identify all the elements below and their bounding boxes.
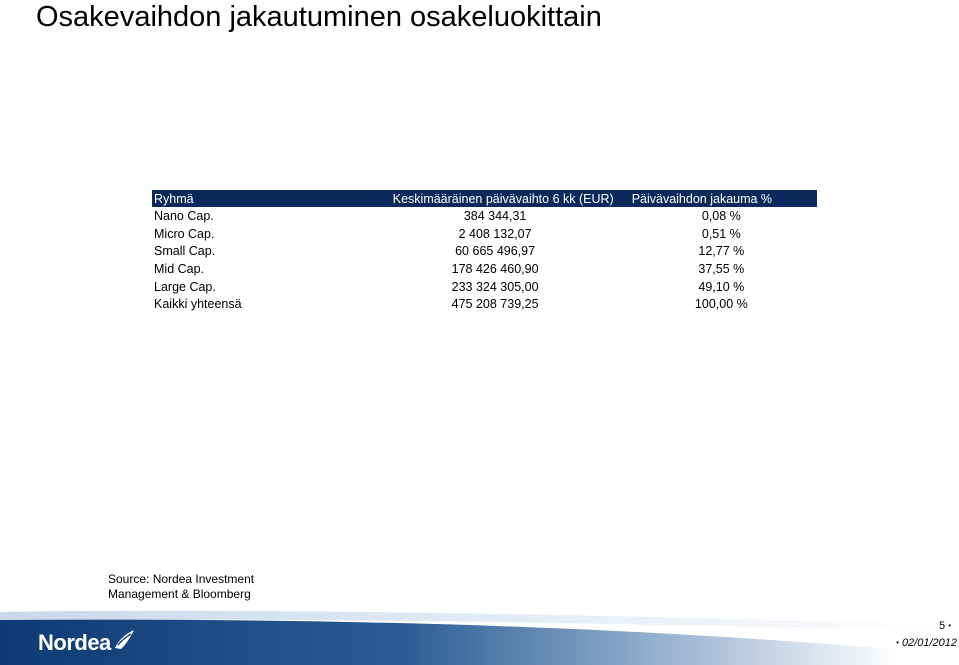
- column-header-group: Ryhmä: [152, 190, 307, 207]
- avg-turnover-cell: 2 408 132,07: [458, 226, 532, 241]
- table-header-row: [152, 190, 817, 207]
- group-cell: Kaikki yhteensä: [154, 297, 242, 312]
- group-cell: Small Cap.: [154, 244, 216, 259]
- avg-turnover-cell: 60 665 496,97: [455, 244, 536, 259]
- footer-wave-graphic: [0, 610, 959, 665]
- sail-icon: [113, 628, 135, 650]
- table-row: [152, 225, 817, 243]
- table-row-total: [152, 295, 817, 313]
- group-cell: Mid Cap.: [154, 261, 205, 276]
- group-cell: Micro Cap.: [154, 226, 215, 241]
- distribution-cell: 37,55 %: [698, 261, 745, 276]
- avg-turnover-cell: 178 426 460,90: [451, 261, 539, 276]
- avg-turnover-cell: 384 344,31: [463, 208, 527, 223]
- page-title: Osakevaihdon jakautuminen osakeluokittain: [36, 1, 602, 33]
- source-line: Management & Bloomberg: [108, 587, 251, 601]
- table-row: [152, 278, 817, 296]
- group-cell: Large Cap.: [154, 279, 216, 294]
- column-header-distribution: Päivävaihdon jakauma %: [626, 190, 817, 207]
- bullet-icon: •: [948, 621, 951, 630]
- nordea-logo: [38, 628, 135, 654]
- column-header-avg-turnover: Keskimääräinen päivävaihto 6 kk (EUR): [307, 190, 626, 207]
- page-number: 5 •: [939, 620, 951, 632]
- avg-turnover-cell: 233 324 305,00: [451, 279, 539, 294]
- distribution-cell: 49,10 %: [698, 279, 745, 294]
- distribution-cell: 0,08 %: [701, 208, 741, 223]
- avg-turnover-cell: 475 208 739,25: [451, 297, 539, 312]
- table-row: [152, 260, 817, 278]
- source-note: [108, 572, 254, 602]
- table-row: [152, 207, 817, 225]
- distribution-cell: 100,00 %: [694, 297, 748, 312]
- bullet-icon: •: [896, 638, 899, 647]
- turnover-table: [152, 190, 817, 313]
- logo-text: Nordea: [38, 630, 111, 655]
- table-row: [152, 242, 817, 260]
- distribution-cell: 12,77 %: [698, 244, 745, 259]
- distribution-cell: 0,51 %: [701, 226, 741, 241]
- page-date: • 02/01/2012: [896, 637, 957, 649]
- footer-band: [0, 610, 959, 665]
- source-line: Source: Nordea Investment: [108, 572, 255, 586]
- group-cell: Nano Cap.: [154, 208, 214, 223]
